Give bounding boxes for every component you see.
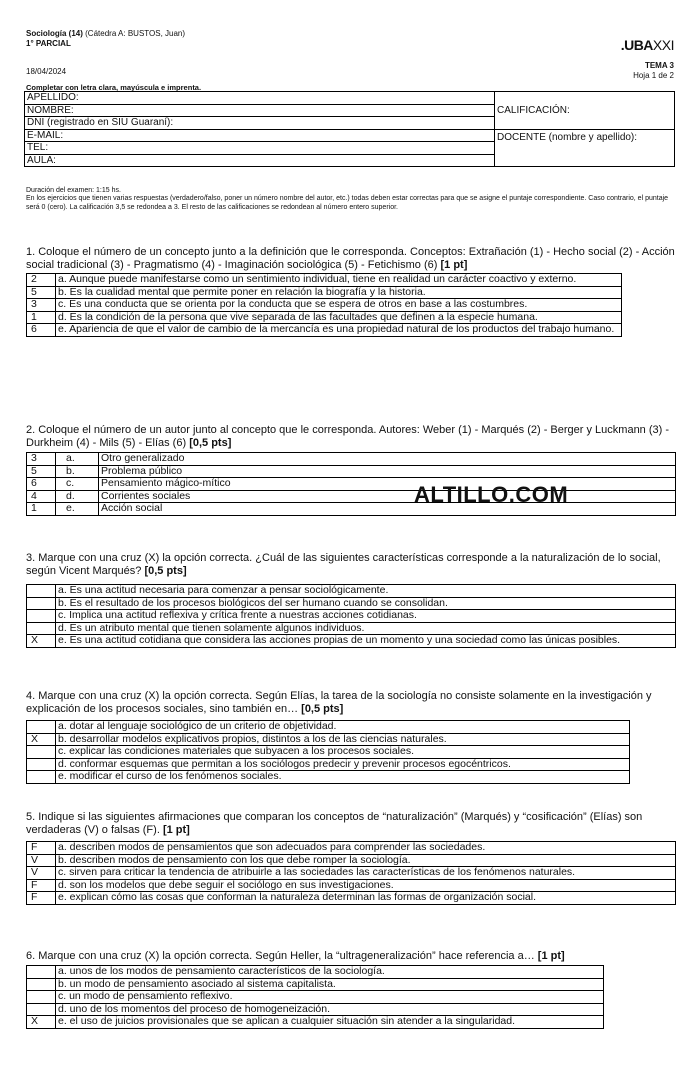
table-row — [27, 311, 622, 324]
option-text: d. uno de los momentos del proceso de homogeneización. — [56, 1003, 604, 1016]
table-row — [27, 1003, 604, 1016]
option-text: a. unos de los modos de pensamiento característicos de la sociología. — [56, 966, 604, 979]
question-4 — [26, 690, 676, 715]
answer-cell[interactable]: F — [27, 879, 56, 892]
question-3-table — [26, 584, 676, 648]
answer-cell[interactable]: X — [27, 733, 56, 746]
page-counter: Hoja 1 de 2 — [633, 71, 674, 80]
answer-cell[interactable]: V — [27, 867, 56, 880]
question-6 — [26, 950, 676, 963]
answer-cell[interactable] — [27, 771, 56, 784]
concept-letter: a. — [56, 453, 99, 466]
table-row — [27, 867, 676, 880]
table-row — [27, 610, 676, 623]
exam-rules: En los ejercicios que tienen varias respuestas (verdadero/falso, poner un número nombre del autor, etc.) todas deben estar correctas para que se asigne el puntaje correspondiente. Caso contrario, el puntaje será 0 (cero). La calificación 3,5 se redondea a 3. El resto de las calificaciones se redondean al número entero superior. — [26, 195, 669, 211]
table-row — [27, 490, 676, 503]
answer-cell[interactable] — [27, 978, 56, 991]
option-text: c. un modo de pensamiento reflexivo. — [56, 991, 604, 1004]
answer-cell[interactable]: 6 — [27, 478, 56, 491]
field-email[interactable]: E-MAIL: — [25, 129, 495, 142]
answer-cell[interactable]: X — [27, 635, 56, 648]
answer-cell[interactable] — [27, 597, 56, 610]
concept-letter: c. — [56, 478, 99, 491]
answer-cell[interactable]: 1 — [27, 503, 56, 516]
form-instructions: Completar con letra clara, mayúscula e imprenta. — [26, 83, 202, 92]
table-row — [27, 465, 676, 478]
option-text: d. Es un atributo mental que tienen solamente algunos individuos. — [56, 622, 676, 635]
definition-text: b. Es la cualidad mental que permite poner en relación la biografía y la historia. — [56, 286, 622, 299]
concept-text: Pensamiento mágico-mítico — [99, 478, 676, 491]
field-tel[interactable]: TEL: — [25, 142, 495, 155]
table-row — [27, 478, 676, 491]
table-row — [27, 299, 622, 312]
answer-cell[interactable] — [27, 758, 56, 771]
question-1-table — [26, 273, 622, 337]
table-row — [27, 286, 622, 299]
answer-cell[interactable]: 2 — [27, 274, 56, 287]
answer-cell[interactable]: 6 — [27, 324, 56, 337]
answer-cell[interactable] — [27, 610, 56, 623]
option-text: b. Es el resultado de los procesos biológicos del ser humano cuando se consolidan. — [56, 597, 676, 610]
option-text: d. conformar esquemas que permitan a los sociólogos predecir y prevenir procesos egocéntricos. — [56, 758, 630, 771]
table-row — [27, 585, 676, 598]
table-row — [27, 892, 676, 905]
question-3-text: 3. Marque con una cruz (X) la opción correcta. ¿Cuál de las siguientes características corresponde a la naturalización de lo social, según Vicent Marqués? — [26, 552, 661, 577]
question-6-points: [1 pt] — [537, 950, 565, 962]
table-row — [27, 503, 676, 516]
exam-title: 1° PARCIAL — [26, 38, 71, 48]
table-row — [27, 758, 630, 771]
table-row — [27, 842, 676, 855]
question-2 — [26, 424, 676, 449]
concept-text: Corrientes sociales — [99, 490, 676, 503]
statement-text: b. describen modos de pensamiento con los que debe romper la sociología. — [56, 854, 676, 867]
table-row — [27, 324, 622, 337]
table-row — [27, 1016, 604, 1029]
question-3 — [26, 552, 676, 577]
question-3-points: [0,5 pts] — [144, 564, 187, 577]
table-row — [27, 966, 604, 979]
table-row — [27, 771, 630, 784]
definition-text: e. Apariencia de que el valor de cambio de la mercancía es una propiedad natural de los productos del trabajo humano. — [56, 324, 622, 337]
tema-label: TEMA 3 — [644, 61, 674, 70]
table-row — [27, 622, 676, 635]
option-text: e. el uso de juicios provisionales que se aplican a cualquier situación sin atender a la singularidad. — [56, 1016, 604, 1029]
question-5-text: 5. Indique si las siguientes afirmaciones que comparan los conceptos de “naturalización” (Marqués) y “cosificación” (Elías) son verdaderas (V) o falsas (F). — [26, 811, 643, 836]
definition-text: c. Es una conducta que se orienta por la conducta que se espera de otros en base a las costumbres. — [56, 299, 622, 312]
table-row — [27, 274, 622, 287]
option-text: a. Es una actitud necesaria para comenzar a pensar sociológicamente. — [56, 585, 676, 598]
statement-text: a. describen modos de pensamientos que son adecuados para comprender las sociedades. — [56, 842, 676, 855]
field-aula[interactable]: AULA: — [25, 154, 495, 167]
option-text: a. dotar al lenguaje sociológico de un criterio de objetividad. — [56, 721, 630, 734]
answer-cell[interactable] — [27, 991, 56, 1004]
answer-cell[interactable]: X — [27, 1016, 56, 1029]
table-row — [27, 733, 630, 746]
concept-text: Acción social — [99, 503, 676, 516]
table-row — [27, 991, 604, 1004]
option-text: e. modificar el curso de los fenómenos sociales. — [56, 771, 630, 784]
table-row — [27, 879, 676, 892]
answer-cell[interactable]: 4 — [27, 490, 56, 503]
answer-cell[interactable]: 5 — [27, 465, 56, 478]
table-row — [27, 597, 676, 610]
concept-text: Problema público — [99, 465, 676, 478]
question-2-points: [0,5 pts] — [189, 436, 232, 449]
option-text: c. Implica una actitud reflexiva y crítica frente a nuestras acciones cotidianas. — [56, 610, 676, 623]
answer-cell[interactable] — [27, 585, 56, 598]
concept-letter: b. — [56, 465, 99, 478]
option-text: b. desarrollar modelos explicativos propios, distintos a los de las ciencias naturales. — [56, 733, 630, 746]
answer-cell[interactable] — [27, 746, 56, 759]
answer-cell[interactable]: 3 — [27, 299, 56, 312]
question-6-table — [26, 965, 604, 1029]
statement-text: e. explican cómo las cosas que conforman la naturaleza determinan las formas de organización social. — [56, 892, 676, 905]
question-5-table — [26, 841, 676, 905]
concept-text: Otro generalizado — [99, 453, 676, 466]
question-5-points: [1 pt] — [162, 823, 190, 836]
statement-text: d. son los modelos que debe seguir el sociólogo en sus investigaciones. — [56, 879, 676, 892]
field-nombre[interactable]: NOMBRE: — [25, 104, 495, 117]
answer-cell[interactable]: F — [27, 892, 56, 905]
table-row — [27, 721, 630, 734]
definition-text: a. Aunque puede manifestarse como un sentimiento individual, tiene en realidad un carácter coactivo y externo. — [56, 274, 622, 287]
answer-cell[interactable]: V — [27, 854, 56, 867]
table-row — [27, 453, 676, 466]
field-calificacion: CALIFICACIÓN: — [495, 92, 675, 130]
option-text: b. un modo de pensamiento asociado al sistema capitalista. — [56, 978, 604, 991]
answer-cell[interactable]: 5 — [27, 286, 56, 299]
answer-cell[interactable]: F — [27, 842, 56, 855]
exam-info — [26, 187, 676, 212]
table-row — [27, 635, 676, 648]
question-2-table — [26, 452, 676, 516]
course-name: Sociología (14) — [26, 29, 83, 38]
table-row — [27, 854, 676, 867]
question-4-points: [0,5 pts] — [301, 702, 344, 715]
field-dni[interactable]: DNI (registrado en SIU Guaraní): — [25, 117, 495, 130]
definition-text: d. Es la condición de la persona que vive separada de las facultades que definen a la especie humana. — [56, 311, 622, 324]
answer-cell[interactable]: 1 — [27, 311, 56, 324]
question-6-text: 6. Marque con una cruz (X) la opción correcta. Según Heller, la “ultrageneralización” hace referencia a… — [26, 950, 535, 962]
field-apellido[interactable]: APELLIDO: — [25, 92, 495, 105]
option-text: c. explicar las condiciones materiales que subyacen a los procesos sociales. — [56, 746, 630, 759]
question-4-table — [26, 720, 630, 784]
statement-text: c. sirven para criticar la tendencia de atribuirle a las sociedades las características de los fenómenos naturales. — [56, 867, 676, 880]
question-5 — [26, 811, 676, 836]
question-1 — [26, 246, 676, 271]
question-2-text: 2. Coloque el número de un autor junto al concepto que le corresponda. Autores: Weber (1) - Marqués (2) - Berger y Luckmann (3) - Durkheim (4) - Mils (5) - Elías (6) — [26, 424, 670, 449]
question-1-text: 1. Coloque el número de un concepto junto a la definición que le corresponda. Conceptos: Extrañación (1) - Hecho social (2) - Acción social tradicional (3) - Pragmatismo (4) - Imaginación sociológica (5) - Fetichismo (6) — [26, 246, 675, 271]
course-chair: (Cátedra A: BUSTOS, Juan) — [85, 29, 186, 38]
answer-cell[interactable]: 3 — [27, 453, 56, 466]
course-header — [26, 29, 185, 48]
concept-letter: d. — [56, 490, 99, 503]
answer-cell[interactable] — [27, 721, 56, 734]
concept-letter: e. — [56, 503, 99, 516]
tema-block — [633, 61, 674, 81]
table-row — [27, 746, 630, 759]
question-4-text: 4. Marque con una cruz (X) la opción correcta. Según Elías, la tarea de la sociología no consiste solamente en la investigación y explicación de los procesos sociales, sino también en… — [26, 690, 652, 715]
student-id-form — [24, 91, 675, 167]
exam-duration: Duración del examen: 1:15 hs. — [26, 187, 121, 194]
exam-date: 18/04/2024 — [26, 67, 67, 76]
answer-cell[interactable] — [27, 622, 56, 635]
question-1-points: [1 pt] — [440, 258, 468, 271]
table-row — [27, 978, 604, 991]
altillo-watermark: ALTILLO.COM — [414, 482, 569, 507]
uba-xxi-logo: .UBAXXI — [620, 37, 674, 53]
field-docente: DOCENTE (nombre y apellido): — [495, 129, 675, 167]
answer-cell[interactable] — [27, 1003, 56, 1016]
answer-cell[interactable] — [27, 966, 56, 979]
option-text: e. Es una actitud cotidiana que considera las acciones propias de un momento y una sociedad como las únicas posibles. — [56, 635, 676, 648]
